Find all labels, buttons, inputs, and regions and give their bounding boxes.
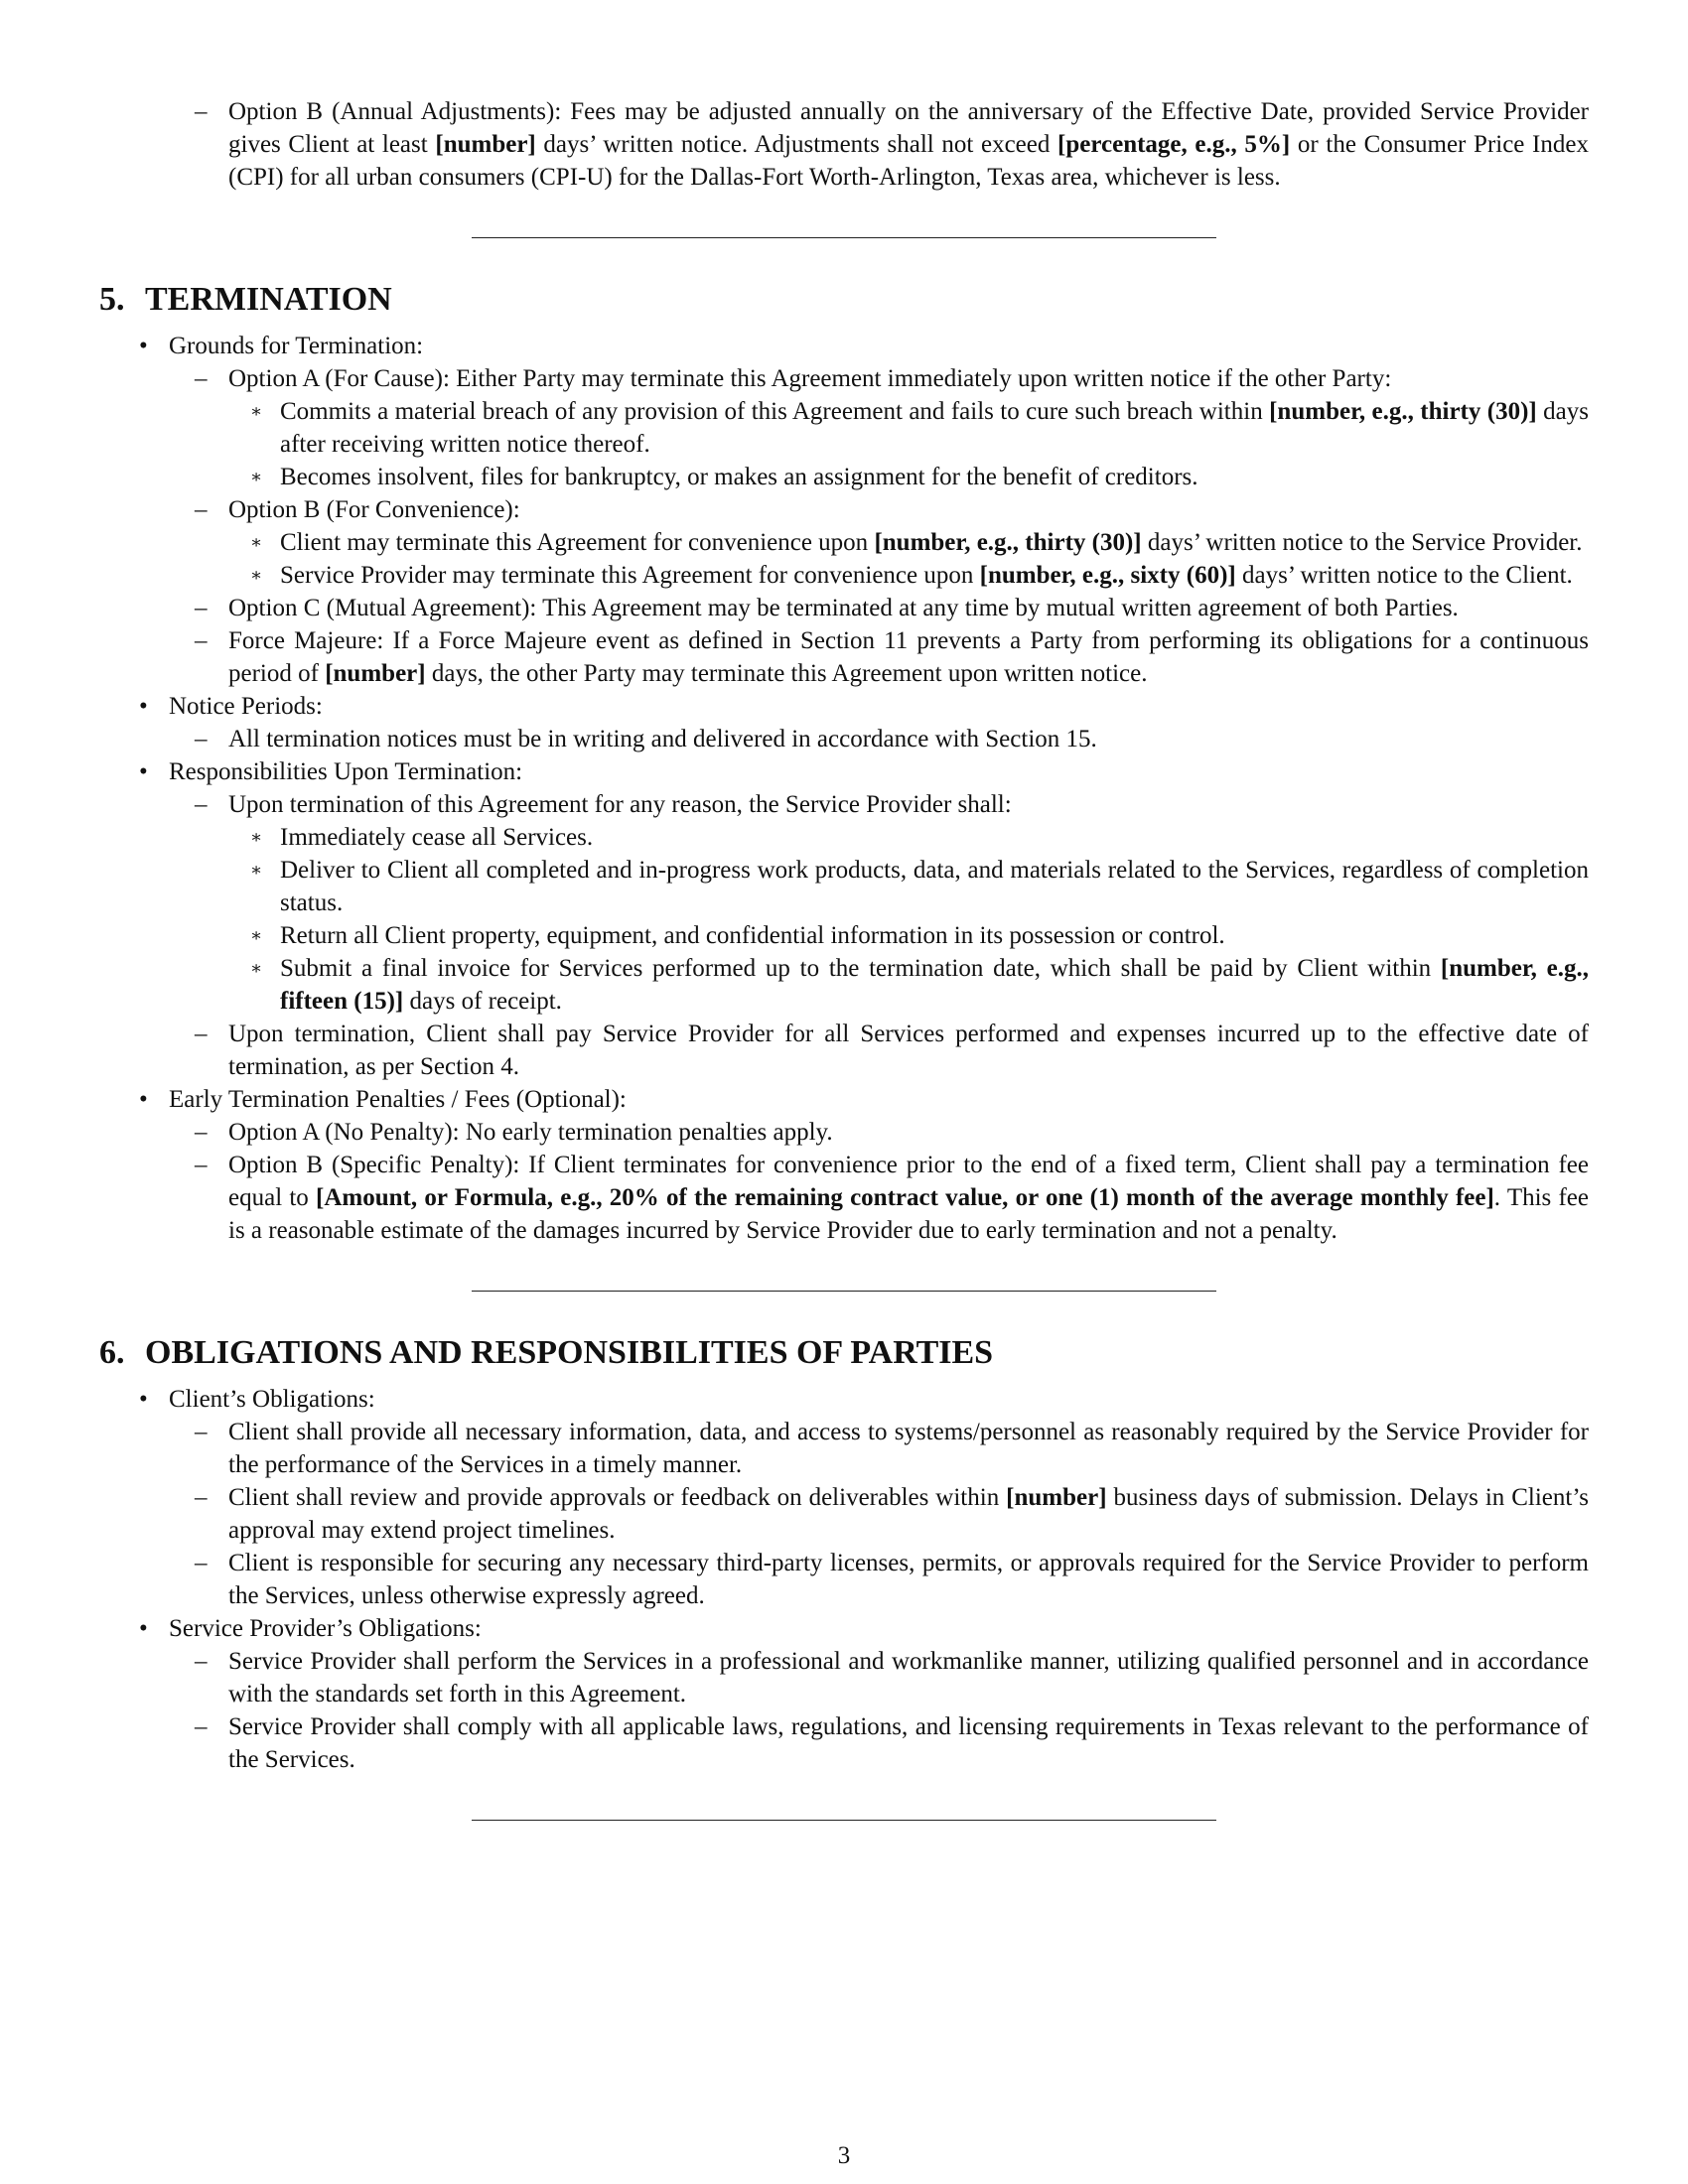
list-item: – Option C (Mutual Agreement): This Agreement may be terminated at any time by mutual written agreement of both Parties.: [195, 595, 1459, 621]
list-item: ∗ Service Provider may terminate this Agreement for convenience upon [number, e.g., sixty (60)] days’ written notice to the Client.: [250, 562, 1573, 589]
bullet-early-termination: • Early Termination Penalties / Fees (Optional):: [139, 1086, 627, 1113]
list-item: – Upon termination, Client shall pay Service Provider for all Services performed and expenses incurred up to the effective date of termination, as per Section 4.: [195, 1021, 1589, 1080]
list-item: – Force Majeure: If a Force Majeure event as defined in Section 11 prevents a Party from performing its obligations for a continuous period of [number] days, the other Party may terminate this Agreement upon written notice.: [195, 627, 1589, 687]
list-item: ∗ Commits a material breach of any provision of this Agreement and fails to cure such breach within [number, e.g., thirty (30)] days after receiving written notice thereof.: [250, 398, 1589, 458]
list-item: – Client is responsible for securing any necessary third-party licenses, permits, or approvals required for the Service Provider to perform the Services, unless otherwise expressly agreed.: [195, 1550, 1589, 1609]
section-divider: [472, 237, 1216, 238]
list-item: ∗ Becomes insolvent, files for bankruptcy, or makes an assignment for the benefit of creditors.: [250, 464, 1198, 490]
list-item: ∗ Return all Client property, equipment, and confidential information in its possession or control.: [250, 922, 1225, 949]
list-item-option-b-annual-adjustments: – Option B (Annual Adjustments): Fees may be adjusted annually on the anniversary of the Effective Date, provided Service Provider gives Client at least [number] days’ written notice. Adjustments shall not exceed [percentage, e.g., 5%] or the Consumer Price Index (CPI) for all urban consumers (CPI-U) for the Dallas-Fort Worth-Arlington, Texas area, whichever is less.: [99, 95, 1589, 194]
page-number: 3: [837, 2142, 851, 2169]
list-item: ∗ Submit a final invoice for Services performed up to the termination date, which shall be paid by Client within [number, e.g., fifteen (15)] days of receipt.: [250, 955, 1590, 1015]
section-divider: [472, 1291, 1216, 1292]
list-item: – Option A (No Penalty): No early termination penalties apply.: [195, 1119, 833, 1146]
list-item: – Option A (For Cause): Either Party may terminate this Agreement immediately upon written notice if the other Party:: [195, 365, 1392, 392]
bullet-notice-periods: • Notice Periods:: [139, 693, 323, 720]
document-page: [99, 95, 1589, 1821]
bullet-client-obligations: • Client’s Obligations:: [139, 1386, 375, 1413]
list-item: – Client shall review and provide approvals or feedback on deliverables within [number] business days of submission. Delays in Client’s approval may extend project timelines.: [195, 1484, 1589, 1544]
list-item: – Service Provider shall perform the Services in a professional and workmanlike manner, utilizing qualified personnel and in accordance with the standards set forth in this Agreement.: [195, 1648, 1589, 1707]
list-item: – Client shall provide all necessary information, data, and access to systems/personnel as reasonably required by the Service Provider for the performance of the Services in a timely manner.: [195, 1419, 1589, 1478]
list-item: ∗ Client may terminate this Agreement for convenience upon [number, e.g., thirty (30)] days’ written notice to the Service Provider.: [250, 529, 1583, 556]
section-heading-obligations: 6. OBLIGATIONS AND RESPONSIBILITIES OF PARTIES: [99, 1334, 994, 1371]
section-divider: [472, 1820, 1216, 1821]
bullet-responsibilities: • Responsibilities Upon Termination:: [139, 758, 523, 785]
list-item: – All termination notices must be in writing and delivered in accordance with Section 15.: [195, 726, 1097, 752]
list-item: – Option B (For Convenience):: [195, 496, 520, 523]
bullet-grounds: • Grounds for Termination:: [139, 333, 424, 359]
list-item: – Service Provider shall comply with all applicable laws, regulations, and licensing requirements in Texas relevant to the performance of the Services.: [195, 1713, 1589, 1773]
list-item: – Option B (Specific Penalty): If Client terminates for convenience prior to the end of a fixed term, Client shall pay a termination fee equal to [Amount, or Formula, e.g., 20% of the remaining contract value, or one (1) month of the average monthly fee]. This fee is a reasonable estimate of the damages incurred by Service Provider due to early termination and not a penalty.: [195, 1152, 1590, 1244]
list-item: ∗ Immediately cease all Services.: [250, 824, 594, 851]
list-item: ∗ Deliver to Client all completed and in-progress work products, data, and materials related to the Services, regardless of completion status.: [250, 857, 1589, 916]
dash-marker: –: [195, 98, 208, 125]
list-item: – Upon termination of this Agreement for any reason, the Service Provider shall:: [195, 791, 1012, 818]
section-heading-termination: 5. TERMINATION: [99, 281, 392, 318]
bullet-service-provider-obligations: • Service Provider’s Obligations:: [139, 1615, 482, 1642]
